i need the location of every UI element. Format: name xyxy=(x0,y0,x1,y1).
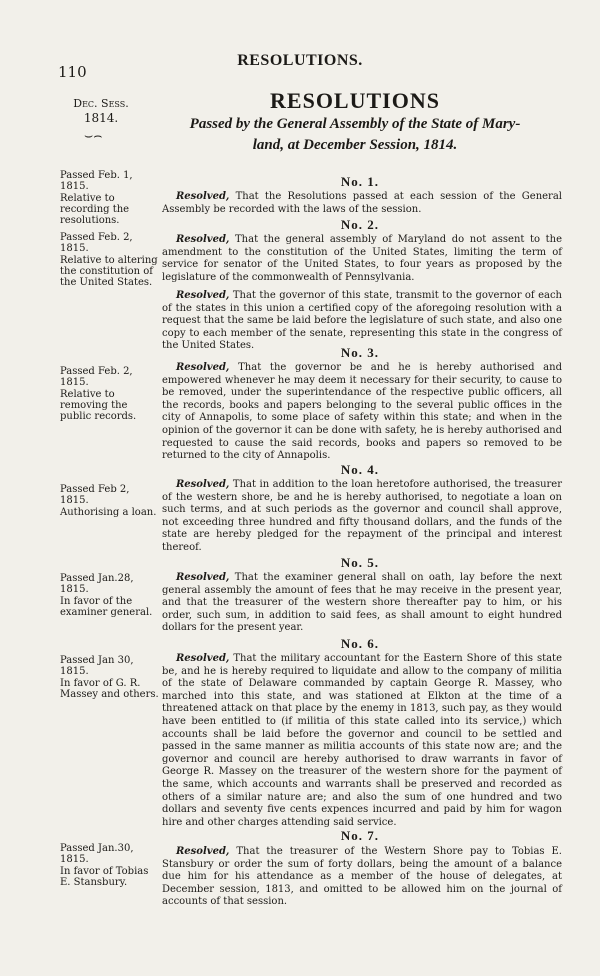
side-date: Passed Jan 30, 1815. xyxy=(60,655,134,678)
resolution-paragraph: Resolved, That in addition to the loan heretofore authorised, the treasurer of the western shore, be and he is hereby authorised, to negotiate a loan on such terms, and at such periods as the governor and council shall approve, not exceeding three hundred and fifty thousand dollars, and the funds of the state are hereby pledged for the repayment of the principal and interest thereof. xyxy=(162,479,562,553)
resolution-paragraph: Resolved, That the military accountant for the Eastern Shore of this state be, and he is hereby required to liquidate and allow to the company of militia of the state of Delaware commanded by captain George R. Massey, who marched into this state, and was stationed at Elkton at the time of a threatened attack on that place by the enemy in 1813, such pay, as they would have been entitled to (if militia of this state called into its service,) which accounts shall be laid before the governor and council to be settled and passed in the same manner as militia accounts of this state now are; and the governor and council are hereby authorised to draw warrants in favor of George R. Massey on the treasurer of the western shore for the payment of the same, which accounts and warrants shall be preserved and recorded as others of a similar nature are; and also the sum of one hundred and two dollars and seventy five cents expences incurred and paid by him for wagon hire and other charges attending said service. xyxy=(162,653,562,828)
side-note-2 xyxy=(60,232,160,288)
side-subject: Relative to recording the resolutions. xyxy=(60,192,130,227)
running-head: RESOLUTIONS. xyxy=(237,52,363,69)
resolution-number: No. 2. xyxy=(340,217,380,232)
page-title: RESOLUTIONS xyxy=(270,88,440,113)
side-note-3 xyxy=(60,366,160,422)
side-subject: In favor of Tobias E. Stansbury. xyxy=(60,865,149,888)
session-label xyxy=(62,97,140,125)
resolution-paragraph: Resolved, That the general assembly of Maryland do not assent to the amendment to the constitution of the United States, limiting the term of service for senator of the United States, to four years as proposed by the legislature of the commonwealth of Pennsylvania. xyxy=(162,234,562,283)
resolution-number: No. 6. xyxy=(340,636,380,651)
side-date: Passed Jan.28, 1815. xyxy=(60,573,134,596)
flourish-ornament: ⌣⌢ xyxy=(84,128,103,144)
side-date: Passed Feb 2, 1815. xyxy=(60,484,130,507)
subtitle-line-1: Passed by the General Assembly of the State of Mary- xyxy=(189,116,521,132)
side-note-6 xyxy=(60,655,160,700)
resolution-paragraph: Resolved, That the treasurer of the Western Shore pay to Tobias E. Stansbury or order the sum of forty dollars, being the amount of a balance due him for his attendance as a member of the house of delegates, at December session, 1813, and omitted to be allowed him on the journal of accounts of that session. xyxy=(162,846,562,908)
side-note-5 xyxy=(60,573,160,618)
resolution-paragraph: Resolved, That the examiner general shall on oath, lay before the next general assembly the amount of fees that he may receive in the present year, and that the treasurer of the western shore thereafter pay to him, or his order, such sum, in addition to said fees, as shall amount to eight hundred dollars for the present year. xyxy=(162,572,562,634)
resolution-paragraph: Resolved, That the governor be and he is hereby authorised and empowered whenever he may deem it necessary for their security, to cause to be removed, under the superintendance of the respective public officers, all the records, books and papers belonging to the several public offices in the city of Annapolis, to some place of safety within this state; and when in the opinion of the governor it can be done with safety, he is hereby authorised and requested to cause the said records, books and papers so removed to be returned to the city of Annapolis. xyxy=(162,362,563,462)
side-date: Passed Jan.30, 1815. xyxy=(60,843,134,866)
side-note-1 xyxy=(60,170,160,226)
page-subtitle xyxy=(150,114,560,156)
side-subject: In favor of G. R. Massey and others. xyxy=(60,677,159,700)
resolution-number: No. 3. xyxy=(340,345,380,360)
side-date: Passed Feb. 1, 1815. xyxy=(60,170,133,193)
page-number: 110 xyxy=(58,63,87,81)
side-subject: Relative to altering the constitution of the United States. xyxy=(60,254,158,289)
side-note-4 xyxy=(60,484,160,518)
side-subject: Authorising a loan. xyxy=(60,506,157,518)
session-name: Dec. Sess. xyxy=(73,97,129,110)
subtitle-line-2: land, at December Session, 1814. xyxy=(252,137,458,153)
resolution-number: No. 4. xyxy=(340,462,380,477)
resolution-paragraph: Resolved, That the governor of this state, transmit to the governor of each of the states in this union a certified copy of the aforegoing resolution with a request that the same be laid before the legislature of such state, and also one copy to each member of the senate, representing this state in the congress of the United States. xyxy=(162,290,562,352)
resolution-paragraph: Resolved, That the Resolutions passed at each session of the General Assembly be recorded with the laws of the session. xyxy=(162,191,562,215)
session-year: 1814. xyxy=(83,111,119,125)
side-subject: Relative to removing the public records. xyxy=(60,388,137,423)
resolution-number: No. 1. xyxy=(340,174,380,189)
side-date: Passed Feb. 2, 1815. xyxy=(60,366,133,389)
side-date: Passed Feb. 2, 1815. xyxy=(60,232,133,255)
resolution-number: No. 5. xyxy=(340,555,380,570)
resolution-number: No. 7. xyxy=(340,828,380,843)
side-subject: In favor of the examiner general. xyxy=(60,595,153,618)
side-note-7 xyxy=(60,843,160,888)
